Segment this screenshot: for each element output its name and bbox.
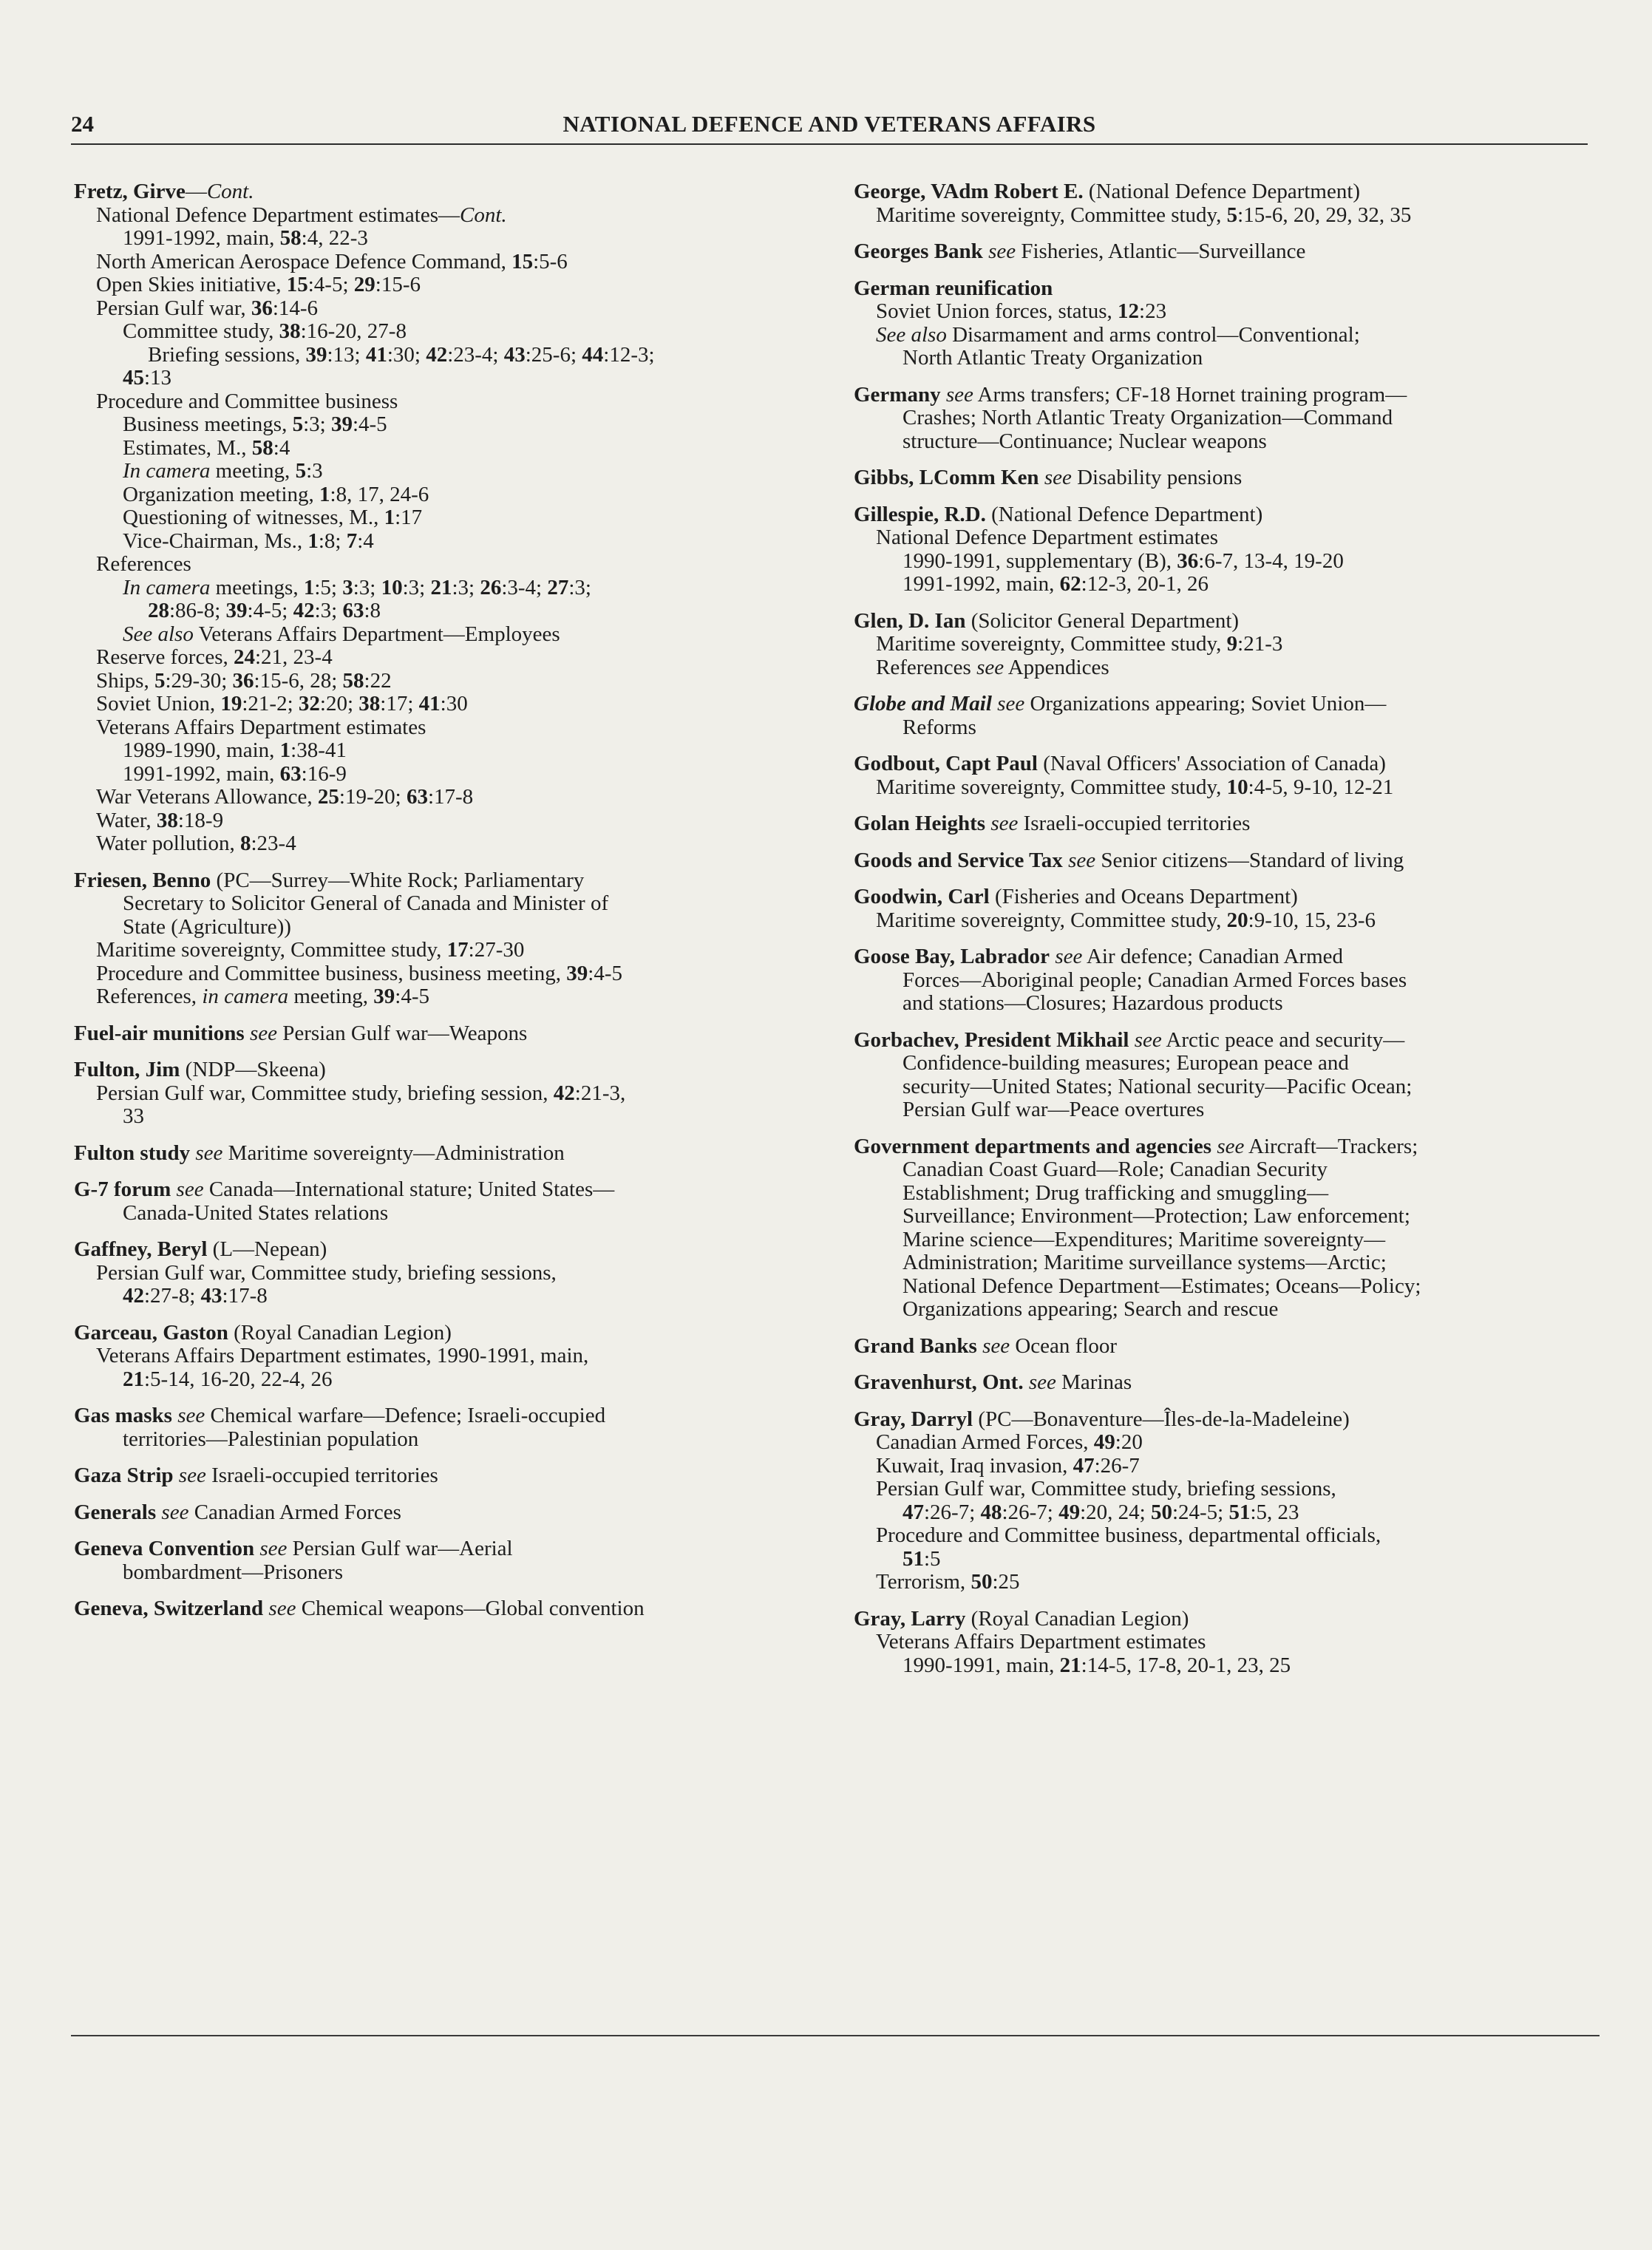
index-heading-line: Golan Heights see Israeli-occupied territories [854, 812, 1251, 835]
index-heading-line: Goodwin, Carl (Fisheries and Oceans Department) [854, 885, 1298, 908]
index-subentry-line: Persian Gulf war—Peace overtures [903, 1098, 1205, 1121]
index-subentry-line: 1990-1991, main, 21:14-5, 17-8, 20-1, 23, 25 [903, 1653, 1291, 1677]
index-entry [74, 1142, 820, 1166]
index-subentry-line: 1991-1992, main, 62:12-3, 20-1, 26 [903, 572, 1209, 596]
index-heading-line: Godbout, Capt Paul (Naval Officers' Association of Canada) [854, 752, 1386, 775]
index-subentry-line: Establishment; Drug trafficking and smuggling— [903, 1180, 1329, 1205]
index-subentry-line: Soviet Union forces, status, 12:23 [876, 299, 1167, 323]
index-heading-line: Gravenhurst, Ont. see Marinas [854, 1370, 1132, 1394]
index-heading-line: Gaza Strip see Israeli-occupied territories [74, 1464, 438, 1487]
index-subentry-line: security—United States; National security—Pacific Ocean; [903, 1074, 1413, 1098]
index-subentry-line: References, in camera meeting, 39:4-5 [96, 985, 429, 1008]
index-subentry-line: Crashes; North Atlantic Treaty Organization—Command [903, 406, 1393, 429]
index-heading-line: Gray, Darryl (PC—Bonaventure—Îles-de-la-Madeleine) [854, 1407, 1350, 1431]
index-subentry-line: Soviet Union, 19:21-2; 32:20; 38:17; 41:30 [96, 692, 468, 716]
index-subentry-line: bombardment—Prisoners [123, 1560, 344, 1584]
index-subentry-line: Persian Gulf war, Committee study, briefing session, 42:21-3, [96, 1081, 626, 1105]
index-entry [854, 384, 1608, 454]
index-heading-line: Grand Banks see Ocean floor [854, 1333, 1118, 1358]
index-subentry-line: Persian Gulf war, 36:14-6 [96, 296, 319, 320]
index-subentry-line: 47:26-7; 48:26-7; 49:20, 24; 50:24-5; 51:5, 23 [903, 1500, 1299, 1524]
index-subentry-line: Reforms [903, 715, 976, 739]
index-subentry-line: Open Skies initiative, 15:4-5; 29:15-6 [96, 273, 421, 296]
index-subentry-line: Veterans Affairs Department estimates [96, 715, 426, 739]
index-subentry-line: Estimates, M., 58:4 [123, 435, 290, 460]
index-subentry-line: Business meetings, 5:3; 39:4-5 [123, 412, 387, 436]
index-subentry-line: Committee study, 38:16-20, 27-8 [123, 319, 407, 343]
index-entry [854, 1408, 1608, 1594]
index-subentry-line: 45:13 [123, 366, 172, 390]
index-heading-line: Fulton, Jim (NDP—Skeena) [74, 1058, 326, 1081]
index-subentry-line: Maritime sovereignty, Committee study, 10:4-5, 9-10, 12-21 [876, 775, 1394, 799]
index-subentry-line: Organization meeting, 1:8, 17, 24-6 [123, 482, 429, 506]
index-heading-line: Fulton study see Maritime sovereignty—Administration [74, 1141, 565, 1165]
index-subentry-line: Persian Gulf war, Committee study, briefing sessions, [876, 1477, 1336, 1500]
index-entry [74, 1404, 820, 1451]
index-subentry-line: Surveillance; Environment—Protection; Law enforcement; [903, 1204, 1410, 1228]
index-subentry-line: War Veterans Allowance, 25:19-20; 63:17-8 [96, 785, 474, 809]
index-subentry-line: Kuwait, Iraq invasion, 47:26-7 [876, 1453, 1140, 1478]
index-subentry-line: 33 [123, 1104, 144, 1128]
index-subentry-line: Canada-United States relations [123, 1200, 389, 1225]
index-entry [854, 945, 1608, 1016]
index-column-left [74, 180, 820, 1634]
index-entry [74, 1464, 820, 1488]
index-heading-line: Gaffney, Beryl (L—Nepean) [74, 1237, 327, 1261]
index-subentry-line: 42:27-8; 43:17-8 [123, 1284, 268, 1308]
index-subentry-line: Terrorism, 50:25 [876, 1570, 1020, 1594]
index-subentry-line: References see Appendices [876, 655, 1109, 679]
index-subentry-line: North Atlantic Treaty Organization [903, 346, 1203, 370]
index-subentry-line: 21:5-14, 16-20, 22-4, 26 [123, 1367, 333, 1391]
page-header [71, 111, 1588, 146]
index-subentry-line: Procedure and Committee business, business meeting, 39:4-5 [96, 961, 623, 985]
index-subentry-line: Administration; Maritime surveillance systems—Arctic; [903, 1251, 1387, 1274]
index-entry [854, 277, 1608, 370]
index-subentry-line: Briefing sessions, 39:13; 41:30; 42:23-4; 43:25-6; 44:12-3; [148, 342, 655, 367]
index-entry [854, 849, 1608, 873]
index-subentry-line: 51:5 [903, 1546, 941, 1571]
index-heading-line: Garceau, Gaston (Royal Canadian Legion) [74, 1320, 452, 1345]
index-subentry-line: and stations—Closures; Hazardous products [903, 991, 1283, 1015]
index-entry [854, 1135, 1608, 1322]
index-subentry-line: Veterans Affairs Department estimates [876, 1630, 1206, 1653]
index-heading-line: Gas masks see Chemical warfare—Defence; Israeli-occupied [74, 1404, 606, 1427]
index-subentry-line: References [96, 552, 191, 576]
index-entry [74, 1058, 820, 1129]
index-subentry-line: structure—Continuance; Nuclear weapons [903, 429, 1267, 453]
index-subentry-line: Water pollution, 8:23-4 [96, 832, 296, 855]
index-entry [854, 812, 1608, 836]
index-entry [854, 1335, 1608, 1359]
index-subentry-line: In camera meeting, 5:3 [123, 459, 323, 483]
index-entry [854, 1029, 1608, 1122]
index-heading-line: George, VAdm Robert E. (National Defence Department) [854, 180, 1361, 203]
index-heading-line: Gillespie, R.D. (National Defence Department) [854, 502, 1263, 526]
index-subentry-line: Forces—Aboriginal people; Canadian Armed Forces bases [903, 968, 1407, 992]
index-subentry-line: Canadian Armed Forces, 49:20 [876, 1430, 1143, 1454]
index-entry [854, 1371, 1608, 1395]
index-subentry-line: See also Disarmament and arms control—Conventional; [876, 322, 1360, 347]
index-heading-line: Geneva Convention see Persian Gulf war—Aerial [74, 1537, 513, 1560]
index-subentry-line: Vice-Chairman, Ms., 1:8; 7:4 [123, 528, 374, 553]
index-entry [74, 1022, 820, 1046]
index-subentry-line: territories—Palestinian population [123, 1427, 419, 1451]
index-subentry-line: North American Aerospace Defence Command, 15:5-6 [96, 249, 568, 273]
index-subentry-line: Persian Gulf war, Committee study, briefing sessions, [96, 1260, 557, 1285]
index-heading-line: Goods and Service Tax see Senior citizens—Standard of living [854, 848, 1404, 872]
page-title: NATIONAL DEFENCE AND VETERANS AFFAIRS [562, 111, 1096, 137]
index-entry [74, 1597, 820, 1621]
index-subentry-line: Procedure and Committee business, departmental officials, [876, 1523, 1381, 1547]
index-subentry-line: Secretary to Solicitor General of Canada and Minister of [123, 891, 609, 915]
index-entry [854, 240, 1608, 264]
index-entry [854, 466, 1608, 490]
index-subentry-line: Questioning of witnesses, M., 1:17 [123, 506, 423, 529]
footer-rule [71, 2035, 1600, 2036]
index-subentry-line: 1990-1991, supplementary (B), 36:6-7, 13-4, 19-20 [903, 548, 1344, 573]
index-heading-line: Globe and Mail see Organizations appearing; Soviet Union— [854, 692, 1387, 716]
index-column-right [854, 180, 1608, 1690]
index-subentry-line: Marine science—Expenditures; Maritime sovereignty— [903, 1227, 1386, 1251]
index-heading-line: Gibbs, LComm Ken see Disability pensions [854, 466, 1243, 489]
index-entry [854, 886, 1608, 932]
index-entry [74, 1501, 820, 1525]
index-heading-line: Germany see Arms transfers; CF-18 Hornet training program— [854, 382, 1407, 407]
index-subentry-line: Maritime sovereignty, Committee study, 5:15-6, 20, 29, 32, 35 [876, 203, 1412, 227]
index-entry [74, 1537, 820, 1584]
page-number: 24 [71, 111, 94, 137]
index-subentry-line: 1991-1992, main, 58:4, 22-3 [123, 226, 368, 250]
index-subentry-line: Maritime sovereignty, Committee study, 9:21-3 [876, 632, 1283, 656]
index-subentry-line: National Defence Department—Estimates; Oceans—Policy; [903, 1274, 1421, 1298]
index-entry [854, 180, 1608, 227]
index-subentry-line: 28:86-8; 39:4-5; 42:3; 63:8 [148, 599, 381, 622]
index-subentry-line: Reserve forces, 24:21, 23-4 [96, 645, 333, 669]
index-heading-line: Fuel-air munitions see Persian Gulf war—Weapons [74, 1021, 528, 1045]
index-entry [854, 503, 1608, 597]
index-entry [854, 752, 1608, 799]
index-heading-line: Generals see Canadian Armed Forces [74, 1500, 401, 1524]
index-subentry-line: Maritime sovereignty, Committee study, 17:27-30 [96, 938, 525, 962]
index-subentry-line: Water, 38:18-9 [96, 808, 224, 832]
index-entry [74, 180, 820, 856]
index-subentry-line: Canadian Coast Guard—Role; Canadian Security [903, 1158, 1328, 1181]
index-subentry-line: Veterans Affairs Department estimates, 1990-1991, main, [96, 1344, 589, 1367]
header-rule [71, 143, 1588, 145]
index-entry [74, 869, 820, 1009]
index-subentry-line: Organizations appearing; Search and rescue [903, 1297, 1279, 1321]
index-entry [74, 1178, 820, 1225]
index-subentry-line: 1989-1990, main, 1:38-41 [123, 738, 347, 762]
index-subentry-line: 1991-1992, main, 63:16-9 [123, 761, 347, 786]
index-heading-line: Goose Bay, Labrador see Air defence; Canadian Armed [854, 945, 1344, 968]
index-heading-line: Gorbachev, President Mikhail see Arctic peace and security— [854, 1027, 1405, 1052]
index-heading-line: Fretz, Girve—Cont. [74, 180, 254, 203]
index-heading-line: Government departments and agencies see Aircraft—Trackers; [854, 1134, 1418, 1158]
index-subentry-line: In camera meetings, 1:5; 3:3; 10:3; 21:3; 26:3-4; 27:3; [123, 575, 591, 599]
index-subentry-line: Procedure and Committee business [96, 389, 398, 413]
index-subentry-line: See also Veterans Affairs Department—Employees [123, 622, 560, 646]
index-heading-line: Geneva, Switzerland see Chemical weapons—Global convention [74, 1597, 645, 1620]
index-heading-line: Gray, Larry (Royal Canadian Legion) [854, 1606, 1189, 1631]
index-entry [854, 1608, 1608, 1678]
index-entry [74, 1322, 820, 1392]
index-subentry-line: State (Agriculture)) [123, 914, 291, 939]
index-heading-line: Friesen, Benno (PC—Surrey—White Rock; Parliamentary [74, 868, 585, 892]
index-heading-line: Glen, D. Ian (Solicitor General Department) [854, 608, 1240, 633]
index-subentry-line: Confidence-building measures; European peace and [903, 1051, 1349, 1075]
index-heading-line: Georges Bank see Fisheries, Atlantic—Surveillance [854, 239, 1306, 263]
index-entry [854, 610, 1608, 680]
index-entry [74, 1238, 820, 1308]
index-subentry-line: Ships, 5:29-30; 36:15-6, 28; 58:22 [96, 668, 392, 693]
index-subentry-line: National Defence Department estimates [876, 526, 1218, 549]
index-heading-line: G-7 forum see Canada—International stature; United States— [74, 1177, 615, 1201]
index-subentry-line: National Defence Department estimates—Cont. [96, 203, 507, 227]
index-subentry-line: Maritime sovereignty, Committee study, 20:9-10, 15, 23-6 [876, 908, 1376, 932]
index-entry [854, 693, 1608, 739]
index-heading-line: German reunification [854, 276, 1053, 300]
